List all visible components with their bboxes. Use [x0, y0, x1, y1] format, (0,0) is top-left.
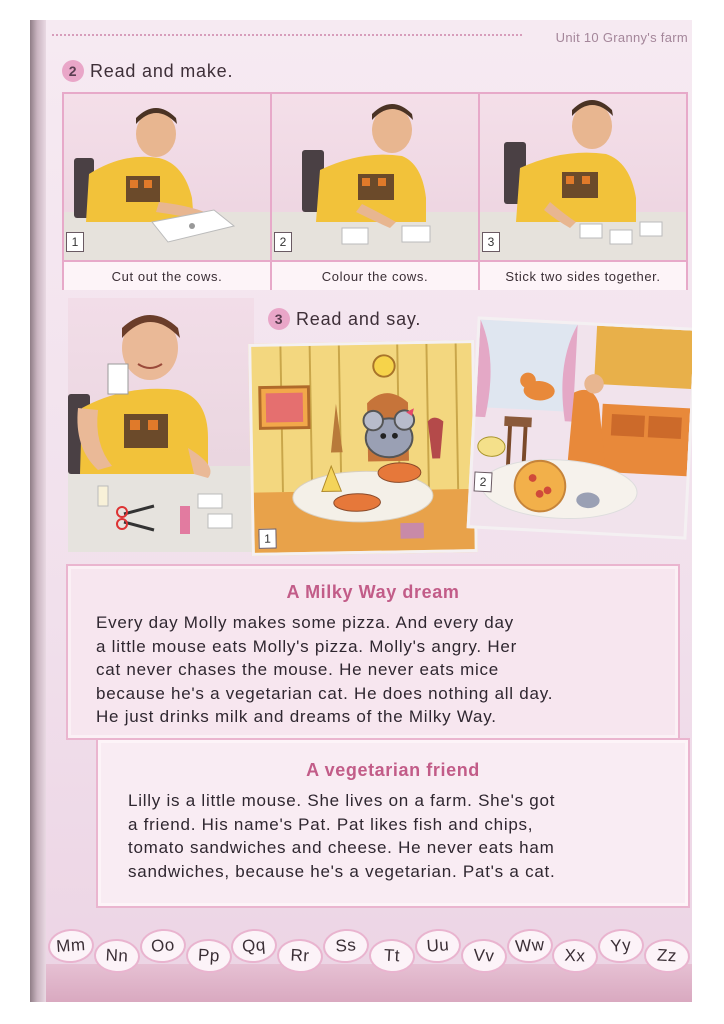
alphabet-letter: Vv — [460, 938, 508, 974]
alphabet-letter: Pp — [185, 938, 233, 974]
story-2-text: Lilly is a little mouse. She lives on a farm. She's got a friend. His name's Pat. Pat likes fish and chips, tomato sandwiches and cheese. He never eats ham sandwiches, because he's a vegetarian. Pat's a cat. — [128, 791, 556, 881]
task2-heading — [62, 60, 233, 82]
story-picture-1 — [248, 340, 478, 556]
story-vegetarian-friend — [96, 738, 690, 908]
step-1-photo — [64, 94, 270, 260]
step-1 — [64, 94, 272, 288]
task2-title: Read and make. — [90, 60, 234, 81]
alphabet-letter: Oo — [139, 927, 187, 964]
step-1-caption: Cut out the cows. — [64, 260, 270, 290]
boy-with-cow-photo — [68, 298, 254, 552]
picture-1-number: 1 — [258, 529, 276, 549]
alphabet-letter: Tt — [368, 938, 416, 974]
task3-heading — [268, 308, 421, 330]
step-3-number: 3 — [482, 232, 500, 252]
book-spine — [30, 20, 46, 1002]
task3-title: Read and say. — [296, 308, 422, 329]
alphabet-letter: Zz — [643, 938, 691, 974]
step-2 — [272, 94, 480, 288]
step-1-number: 1 — [66, 232, 84, 252]
alphabet-letter: Ss — [322, 927, 370, 964]
story-1-title: A Milky Way dream — [286, 582, 460, 602]
alphabet-letter: Yy — [597, 927, 645, 964]
step-3 — [480, 94, 686, 288]
craft-steps — [62, 92, 688, 290]
unit-header: Unit 10 Granny's farm — [555, 30, 688, 45]
story-picture-2 — [467, 316, 692, 539]
step-2-number: 2 — [274, 232, 292, 252]
textbook-page — [30, 20, 692, 1002]
story-1-text: Every day Molly makes some pizza. And every day a little mouse eats Molly's pizza. Molly's angry. Her cat never chases the mouse. He never eats mice because he's a vegetarian cat. He does nothing all day. He just drinks milk and dreams of the Milky Way. — [96, 613, 554, 726]
step-2-caption: Colour the cows. — [272, 260, 478, 290]
step-3-caption: Stick two sides together. — [480, 260, 686, 290]
story-milky-way-dream — [66, 564, 680, 740]
step-2-photo — [272, 94, 478, 260]
alphabet-letter: Ww — [505, 927, 553, 964]
alphabet-letter: Qq — [230, 927, 278, 964]
alphabet-strip — [46, 916, 692, 988]
picture-2-number: 2 — [474, 471, 493, 492]
header-dotted-line — [52, 34, 522, 36]
alphabet-letter: Mm — [47, 927, 95, 964]
story-2-title: A vegetarian friend — [306, 760, 480, 780]
alphabet-letter: Rr — [276, 938, 324, 974]
task3-number: 3 — [268, 308, 290, 330]
alphabet-letter: Nn — [93, 938, 141, 974]
alphabet-letter: Xx — [552, 938, 600, 974]
alphabet-letter: Uu — [414, 927, 462, 964]
task2-number: 2 — [62, 60, 84, 82]
step-3-photo — [480, 94, 686, 260]
